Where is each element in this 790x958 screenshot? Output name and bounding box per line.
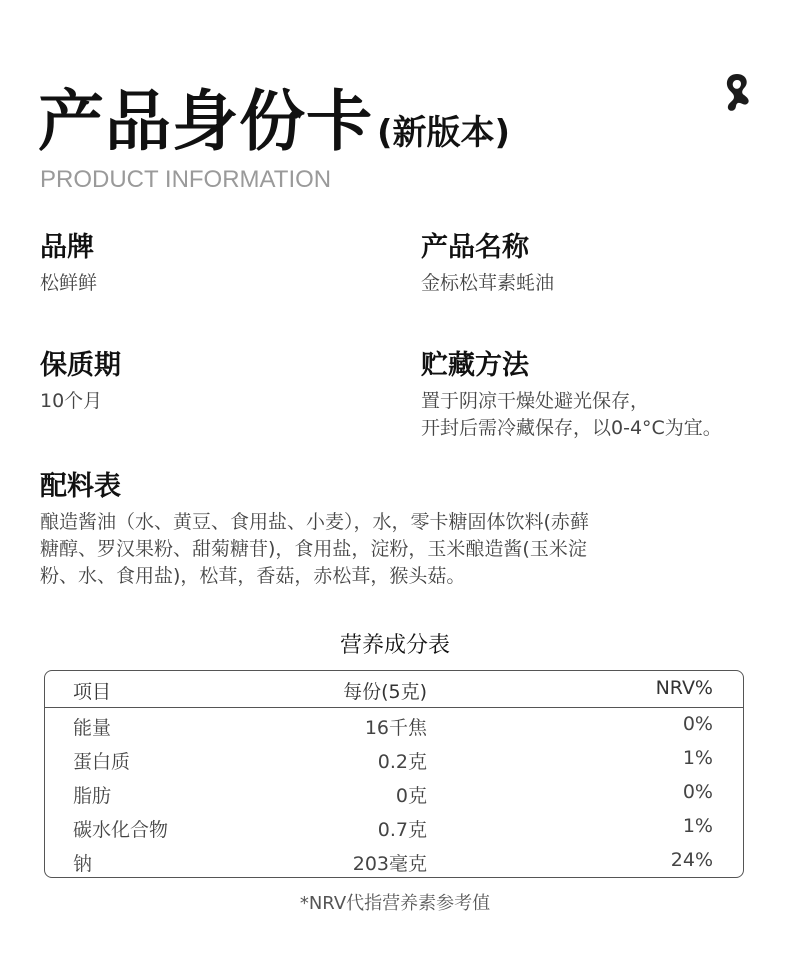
brand-logo-icon [720,70,754,114]
ingredients-field [40,469,740,590]
row-item: 脂肪 [73,785,112,807]
table-row [45,741,743,775]
row-nrv: 0% [682,713,713,735]
header-item: 项目 [73,681,112,703]
storage-label: 贮藏方法 [421,350,529,381]
product-name-field [421,230,554,297]
row-nrv: 1% [682,747,713,769]
row-nrv: 0% [682,781,713,803]
row-item: 能量 [73,717,112,739]
shelf-life-label: 保质期 [40,350,121,381]
row-item: 钠 [73,853,93,875]
title-suffix: (新版本) [377,113,511,153]
nutrition-table [44,670,744,878]
shelf-life-value: 10个月 [40,390,103,412]
ingredients-label: 配料表 [40,471,121,502]
storage-line: 置于阴凉干燥处避光保存， [421,390,650,412]
ingredients-line: 酿造酱油（水、黄豆、食用盐、小麦），水，零卡糖固体饮料(赤藓 [40,511,589,533]
brand-label: 品牌 [40,232,94,263]
brand-value: 松鲜鲜 [40,272,98,294]
row-nrv: 1% [682,815,713,837]
row-item: 碳水化合物 [73,819,169,841]
row-amount: 203毫克 [352,853,427,875]
page-title [38,68,510,163]
title-main: 产品身份卡 [38,83,373,160]
row-item: 蛋白质 [73,751,131,773]
row-amount: 0.2克 [377,751,427,773]
header-nrv: NRV% [655,677,713,699]
product-name-label: 产品名称 [421,232,529,263]
brand-field [40,230,97,297]
row-amount: 16千焦 [364,717,427,739]
storage-field [421,348,722,442]
row-amount: 0.7克 [377,819,427,841]
table-row [45,707,743,741]
storage-line: 开封后需冷藏保存，以0-4°C为宜。 [421,417,722,439]
shelf-life-field [40,348,121,415]
nutrition-header-row [45,671,743,708]
ingredients-line: 粉、水、食用盐)，松茸，香菇，赤松茸，猴头菇。 [40,565,466,587]
table-row [45,775,743,809]
header-per-serving: 每份(5克) [343,681,427,703]
ingredients-line: 糖醇、罗汉果粉、甜菊糖苷)，食用盐，淀粉，玉米酿造酱(玉米淀 [40,538,587,560]
table-row [45,843,743,877]
nutrition-title: 营养成分表 [339,633,450,658]
row-nrv: 24% [670,849,713,871]
product-name-value: 金标松茸素蚝油 [421,272,555,294]
page-subtitle: PRODUCT INFORMATION [40,166,332,193]
nrv-footnote: *NRV代指营养素参考值 [299,893,491,914]
table-row [45,809,743,843]
row-amount: 0克 [395,785,427,807]
